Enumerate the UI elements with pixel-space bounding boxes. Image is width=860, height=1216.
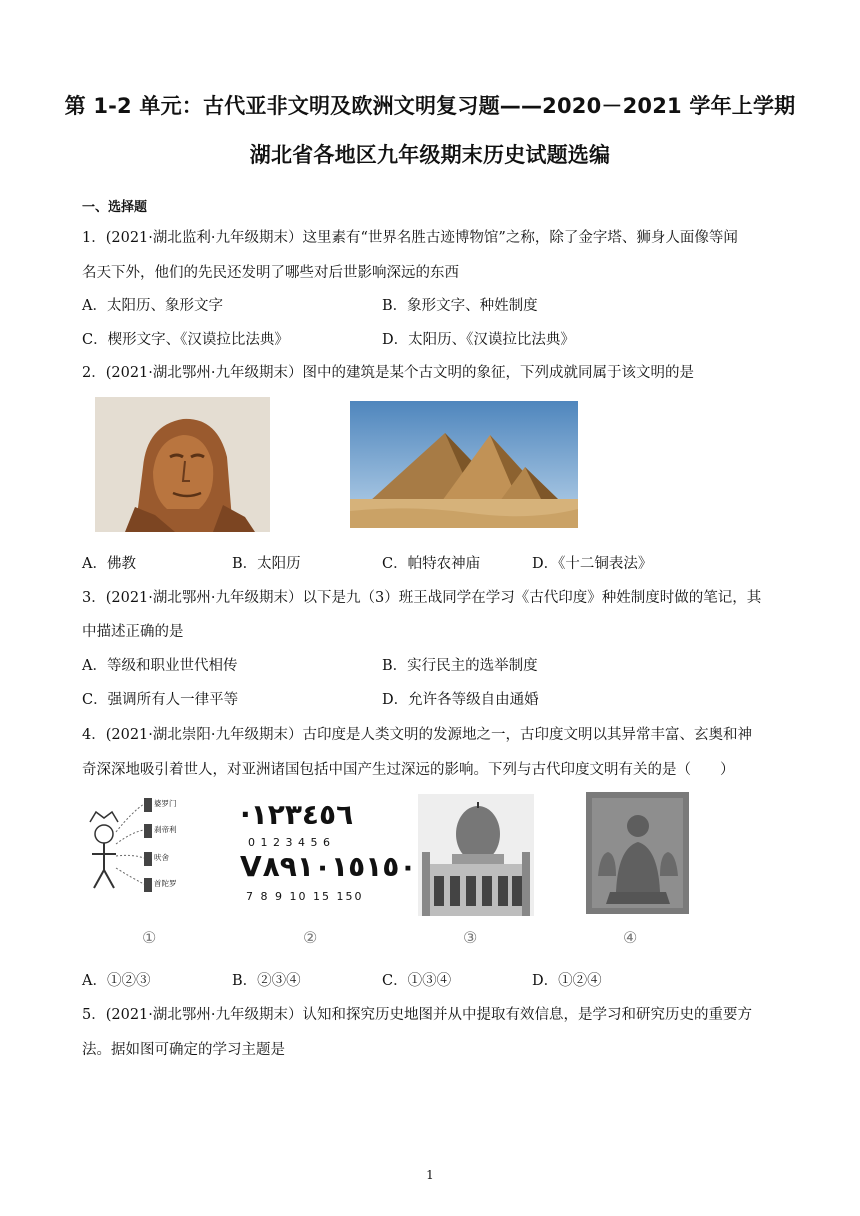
buddha-statue-image bbox=[586, 792, 689, 914]
arabic-numerals-top: ·١٢٣٤٥٦ bbox=[240, 798, 354, 831]
page-number: 1 bbox=[426, 1168, 434, 1182]
document-title-line1: 第 1-2 单元：古代亚非文明及欧洲文明复习题——2020－2021 学年上学期 bbox=[64, 94, 796, 118]
q2-option-b: B．太阳历 bbox=[232, 556, 301, 572]
q1-stem-line1: 1．(2021·湖北监利·九年级期末）这里素有“世界名胜古迹博物馆”之称，除了金字塔、狮身人面像等闻 bbox=[82, 230, 738, 246]
caste-label-brahmin: 婆罗门 bbox=[154, 799, 177, 808]
q3-stem-line2: 中描述正确的是 bbox=[82, 624, 184, 640]
q5-stem-line1: 5．(2021·湖北鄂州·九年级期末）认知和探究历史地图并从中提取有效信息，是学习和研究历史的重要方 bbox=[82, 1007, 752, 1023]
caste-diagram-image bbox=[82, 792, 192, 910]
pic-label-2: ② bbox=[303, 928, 318, 947]
numerals-row2: 7 8 9 10 15 150 bbox=[246, 890, 364, 903]
q1-option-a: A．太阳历、象形文字 bbox=[82, 298, 223, 314]
mosque-image bbox=[418, 794, 534, 916]
q2-option-a: A．佛教 bbox=[82, 556, 136, 572]
q2-option-d: D．《十二铜表法》 bbox=[532, 556, 653, 572]
q4-option-b: B．②③④ bbox=[232, 973, 301, 989]
q4-option-a: A．①②③ bbox=[82, 973, 151, 989]
caste-label-vaishya: 吠舍 bbox=[154, 853, 169, 862]
q5-stem-line2: 法。据如图可确定的学习主题是 bbox=[82, 1042, 285, 1058]
q3-option-d: D．允许各等级自由通婚 bbox=[382, 692, 539, 708]
document-title-line2: 湖北省各地区九年级期末历史试题选编 bbox=[249, 143, 611, 167]
caste-label-shudra: 首陀罗 bbox=[154, 879, 177, 888]
q4-stem-line2: 奇深深地吸引着世人，对亚洲诸国包括中国产生过深远的影响。下列与古代印度文明有关的是（ ） bbox=[82, 762, 735, 778]
q3-option-a: A．等级和职业世代相传 bbox=[82, 658, 238, 674]
pyramids-image bbox=[350, 401, 578, 528]
section-heading: 一、选择题 bbox=[82, 200, 148, 215]
numerals-image bbox=[238, 798, 417, 914]
q2-stem-line1: 2．(2021·湖北鄂州·九年级期末）图中的建筑是某个古文明的象征，下列成就同属于该文明的是 bbox=[82, 365, 694, 381]
pic-label-1: ① bbox=[142, 928, 157, 947]
pic-label-3: ③ bbox=[463, 928, 478, 947]
pic-label-4: ④ bbox=[623, 928, 638, 947]
q1-option-c: C．楔形文字、《汉谟拉比法典》 bbox=[82, 332, 289, 348]
arabic-numerals-bottom: V٨٩١٠١٥١٥٠ bbox=[240, 850, 417, 883]
q4-option-d: D．①②④ bbox=[532, 973, 602, 989]
numerals-row1: 0 1 2 3 4 5 6 bbox=[248, 836, 331, 849]
q3-stem-line1: 3．(2021·湖北鄂州·九年级期末）以下是九（3）班王战同学在学习《古代印度》种姓制度时做的笔记，其 bbox=[82, 590, 762, 606]
q1-stem-line2: 名天下外，他们的先民还发明了哪些对后世影响深远的东西 bbox=[82, 265, 459, 281]
q3-option-b: B．实行民主的选举制度 bbox=[382, 658, 538, 674]
q3-option-c: C．强调所有人一律平等 bbox=[82, 692, 239, 708]
q1-option-d: D．太阳历、《汉谟拉比法典》 bbox=[382, 332, 575, 348]
q1-option-b: B．象形文字、种姓制度 bbox=[382, 298, 538, 314]
q4-option-c: C．①③④ bbox=[382, 973, 452, 989]
q2-option-c: C．帕特农神庙 bbox=[382, 556, 481, 572]
sphinx-image bbox=[95, 397, 270, 532]
q4-stem-line1: 4．(2021·湖北崇阳·九年级期末）古印度是人类文明的发源地之一，古印度文明以其异常丰富、玄奥和神 bbox=[82, 727, 752, 743]
caste-label-kshatriya: 刹帝利 bbox=[154, 825, 177, 834]
